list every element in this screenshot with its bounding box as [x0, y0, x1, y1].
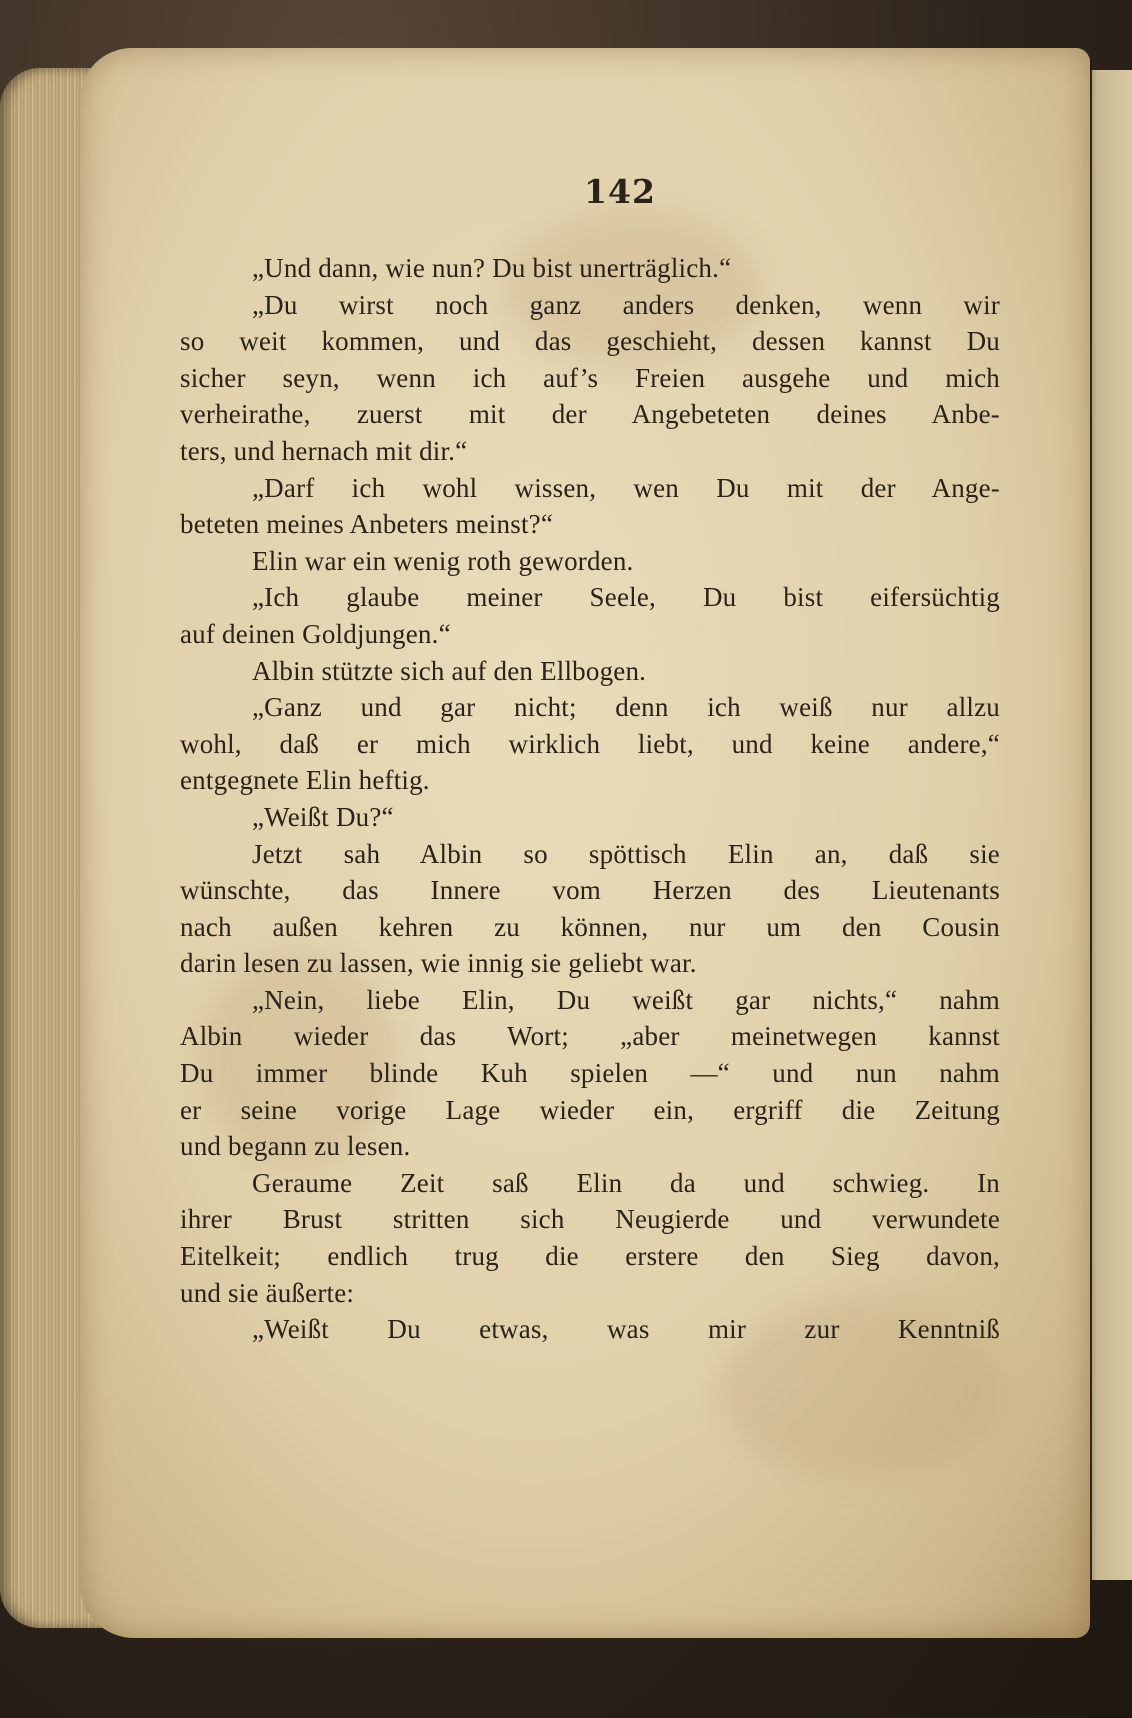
text-line: wünschte, das Innere vom Herzen des Lieutenants [180, 875, 1000, 906]
text-line: und begann zu lesen. [180, 1131, 411, 1162]
text-line: nach außen kehren zu können, nur um den Cousin [180, 911, 1000, 942]
text-line: „Weißt Du?“ [252, 801, 394, 832]
text-line: Elin war ein wenig roth geworden. [252, 545, 634, 576]
text-line: auf deinen Goldjungen.“ [180, 618, 451, 649]
text-line: sicher seyn, wenn ich auf’s Freien ausgehe und mich [180, 362, 1000, 393]
text-line: verheirathe, zuerst mit der Angebeteten deines Anbe- [180, 399, 1000, 430]
text-line: entgegnete Elin heftig. [180, 765, 430, 796]
page-number: 142 [584, 172, 656, 211]
text-line: darin lesen zu lassen, wie innig sie geliebt war. [180, 948, 697, 979]
text-line: „Weißt Du etwas, was mir zur Kenntniß [252, 1314, 1000, 1345]
text-line: „Und dann, wie nun? Du bist unerträglich.“ [252, 253, 732, 283]
text-line: Jetzt sah Albin so spöttisch Elin an, daß sie [252, 838, 1000, 869]
text-line: „Darf ich wohl wissen, wen Du mit der Ange- [252, 472, 1000, 503]
text-line: er seine vorige Lage wieder ein, ergriff die Zeitung [180, 1094, 1000, 1125]
text-line: und sie äußerte: [180, 1277, 355, 1308]
text-line: ihrer Brust stritten sich Neugierde und verwundete [180, 1204, 1000, 1235]
text-line: „Nein, liebe Elin, Du weißt gar nichts,“ nahm [252, 984, 1000, 1015]
text-line: Albin wieder das Wort; „aber meinetwegen kannst [180, 1021, 1000, 1052]
text-line: Albin stützte sich auf den Ellbogen. [252, 655, 647, 686]
text-block [180, 250, 1000, 1348]
text-line: so weit kommen, und das geschieht, dessen kannst Du [180, 326, 1000, 357]
text-line: wohl, daß er mich wirklich liebt, und keine andere,“ [180, 728, 1000, 759]
text-line: „Du wirst noch ganz anders denken, wenn wir [252, 289, 1000, 320]
text-line: „Ich glaube meiner Seele, Du bist eifersüchtig [252, 582, 1000, 613]
text-line: Eitelkeit; endlich trug die erstere den Sieg davon, [180, 1241, 1000, 1272]
text-line: Geraume Zeit saß Elin da und schwieg. In [252, 1167, 1000, 1198]
text-line: Du immer blinde Kuh spielen —“ und nun nahm [180, 1058, 1000, 1089]
text-line: „Ganz und gar nicht; denn ich weiß nur allzu [252, 692, 1000, 723]
text-line: beteten meines Anbeters meinst?“ [180, 509, 554, 540]
text-line: ters, und hernach mit dir.“ [180, 435, 468, 466]
